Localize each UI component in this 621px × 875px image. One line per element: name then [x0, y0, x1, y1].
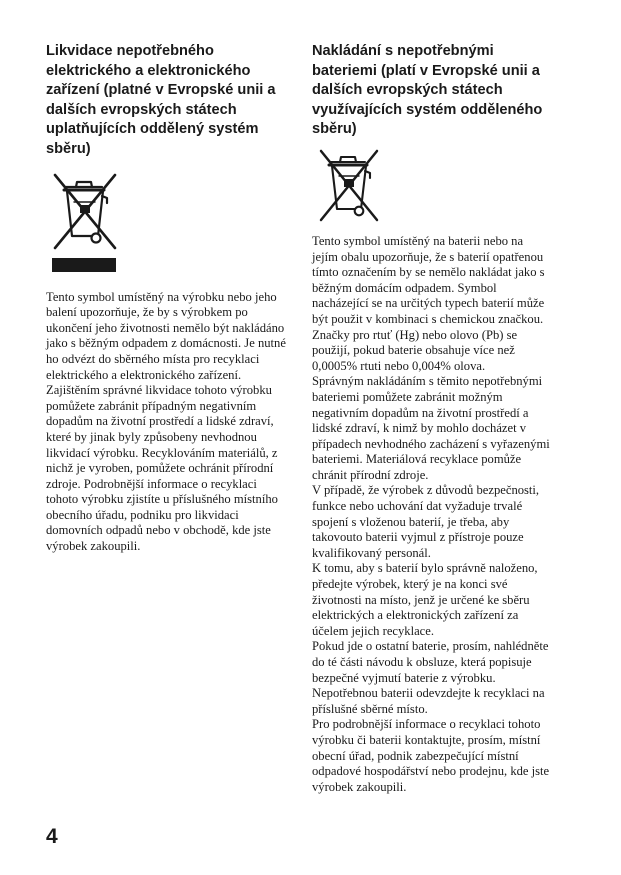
- weee-paragraph: Tento symbol umístěný na výrobku nebo jeho balení upozorňuje, že by s výrobkem po ukončení jeho životnosti nemělo být nakládáno jako s běžným odpadem z domácnosti. Je nutné ho odvézt do sběrného místa pro recyklaci elektrického a elektronického zařízení. Zajištěním správné likvidace tohoto výrobku pomůžete zabránit případným negativním dopadům na životní prostředí a lidské zdraví, které by jinak byly způsobeny nevhodnou likvidací výrobku. Recyklováním materiálů, z nichž je vyroben, pomůžete ochránit přírodní zdroje. Podrobnější informace o recyklaci tohoto výrobku zjistíte u příslušného místního obecního úřadu, podniku pro likvidaci domovních odpadů nebo v obchodě, kde jste výrobek zakoupili.: [46, 289, 286, 554]
- left-column: [46, 42, 286, 555]
- page-number: 4: [46, 825, 58, 848]
- battery-paragraph: V případě, že výrobek z důvodů bezpečnosti, funkce nebo uchování dat vyžaduje trvalé spojení s vloženou baterií, je třeba, aby takovouto baterii vyjmul z přístroje pouze kvalifikovaný personál.: [312, 483, 540, 560]
- crossed-out-wheelie-bin-icon: [318, 146, 380, 224]
- weee-heading: Likvidace nepotřebného elektrického a elektronického zařízení (platné v Evropské unii a dalších evropských státech uplatňujících oddělený systém sběru): [46, 43, 276, 157]
- battery-paragraph: Pokud jde o ostatní baterie, prosím, nahlédněte do té části návodu k obsluze, která popisuje bezpečné vyjmutí baterie z výrobku. Nepotřebnou baterii odevzdejte k recyklaci na příslušné sběrné místo.: [312, 639, 549, 716]
- battery-paragraph: Správným nakládáním s těmito nepotřebnými bateriemi pomůžete zabránit možným negativním dopadům na životní prostředí a lidské zdraví, k nimž by mohlo docházet v případech nevhodného zacházení s vyřazenými bateriemi. Materiálová recyklace pomůže chránit přírodní zdroje.: [312, 374, 550, 482]
- battery-body: [312, 234, 552, 795]
- separate-collection-bar: [52, 258, 116, 272]
- right-column: [312, 42, 552, 795]
- battery-paragraph: Pro podrobnější informace o recyklaci tohoto výrobku či baterii kontaktujte, prosím, místní obecní úřad, podnik zabezpečující místní odpadové hospodářství nebo prodejnu, kde jste výrobek zakoupili.: [312, 717, 550, 794]
- battery-paragraph: K tomu, aby s baterií bylo správně naloženo, předejte výrobek, který je na konci své životnosti na místo, jenž je určené ke sběru elektrických a elektronických zařízení za účelem jejich recyklace.: [312, 561, 538, 638]
- battery-heading: Nakládání s nepotřebnými bateriemi (platí v Evropské unii a dalších evropských státech využívajících systém odděleného sběru): [312, 43, 543, 138]
- crossed-out-wheelie-bin-icon: [52, 170, 118, 252]
- battery-paragraph: Tento symbol umístěný na baterii nebo na jejím obalu upozorňuje, že s baterií opatřenou tímto označením by se nemělo nakládat jako s běžným domácím odpadem. Symbol nacházející se na určitých typech baterií může být použit v kombinaci s chemickou značkou. Značky pro rtuť (Hg) nebo olovo (Pb) se použijí, pokud baterie obsahuje více než 0,0005% rtuti nebo 0,004% olova.: [312, 233, 545, 373]
- weee-body: [46, 290, 286, 555]
